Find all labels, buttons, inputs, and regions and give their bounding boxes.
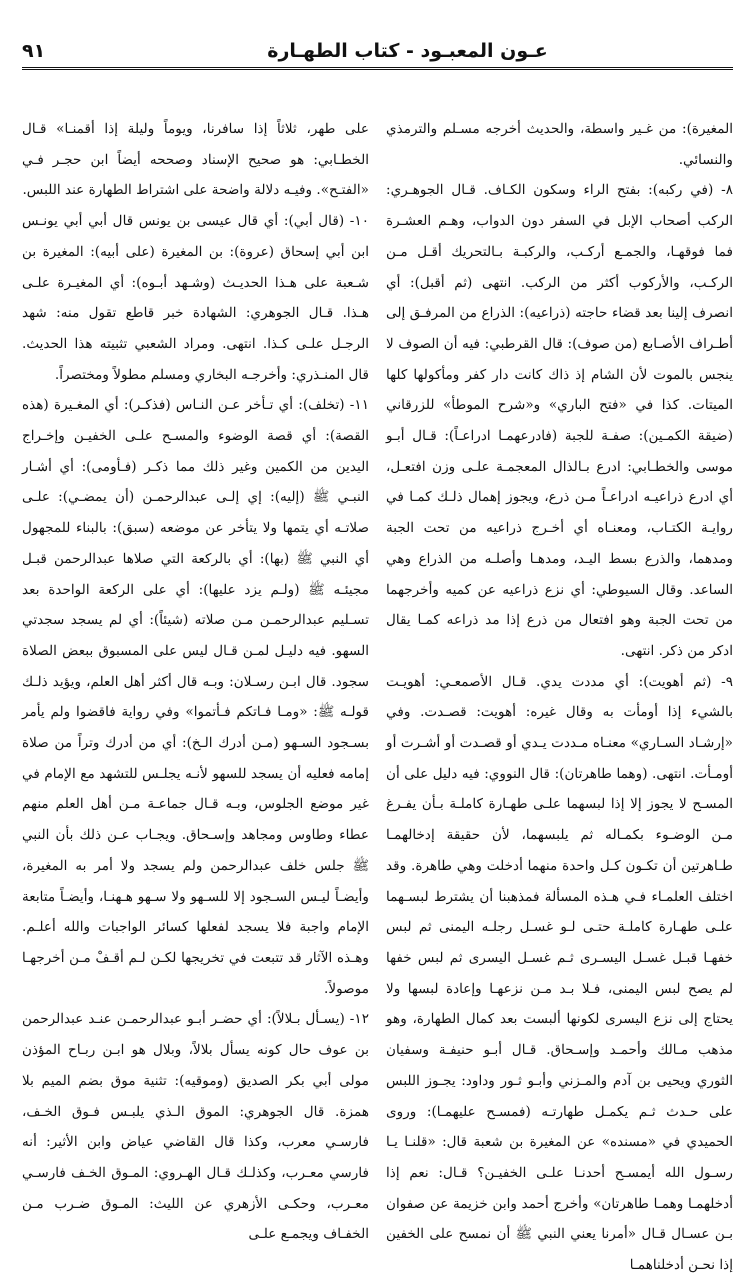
left-text-column [22, 114, 369, 1243]
paragraph: ١٠- (قال أبي): أي قال عيسى بن يونس قال أبي أبي يونـس ابن أبي إسحاق (عروة): بن المغيرة (على أبيه): المغيرة بن شـعبة على هـذا الحديـث (وشـهد أبـوه): أي المغيـرة علـى هـذا. قـال الجوهري: الشهادة خبر قاطع تقول منه: شهد الرجـل علـى كـذا. انتهى. ومراد الشعبي تثبيته هذا الحديث. قال المنـذري: وأخرجـه البخاري ومسلم مطولاً ومختصراً. [22, 213, 369, 383]
running-header [22, 30, 733, 70]
paragraph: ١٢- (يسـأل بـلالاً): أي حضـر أبـو عبدالرحمـن عنـد عبدالرحمن بن عوف حال كونه يسأل بلالاً، وبلال هو ابـن ربـاح المؤذن مولى أبي بكر الصديق (وموقيه): تثنية موق بضم الميم بلا همزة. قال الجوهري: الموق الـذي يلبـس فـوق الخـف، فارسـي معرب، وكذا قال القاضي عياض وابن الأثير: أنه فارسي معـرب، وكذلـك قـال الهـروي: المـوق الخـف فارسـي معـرب، وحكـى الأزهري عن الليث: المـوق ضـرب مـن الخفـاف ويجمـع علـى [22, 1011, 369, 1243]
paragraph: المغيرة): من غـير واسطة، والحديث أخرجه مسـلم والترمذي والنسائي. [386, 121, 733, 168]
paragraph: ٨- (في ركبه): بفتح الراء وسكون الكـاف. قـال الجوهـري: الركب أصحاب الإبل في السفر دون الدواب، وهـم العشـرة فما فوقهـا، والجمـع أركـب، والركبـة بـالتحريك أقـل مـن الركـب، والأركوب أكثر من الركب. انتهى (ثم أقبل): أي انصرف إلينا بعد قضاء حاجته (ذراعيه): الذراع من المرفـق إلى أطـراف الأصـابع (من صوف): قال القرطبي: فيه أن الصوف لا ينجس بالموت لأن الشام إذ ذاك كانت دار كفر ومأكولها كلها الميتات. كذا في «فتح الباري» و«شرح الموطأ» للزرقاني (ضيقة الكمـين): صفـة للجبة (فادرعهمـا ادراعـاً): قـال أبـو موسى والخطـابي: ادرع بـالذال المعجمـة علـى وزن افتعـل، أي ادرع ذراعيـه ادراعـاً مـن ذرع، ويجوز إهمال ذلـك كمـا في روايـة الكتـاب، ومعنـاه أي أخـرج ذراعيه من تحت الجبة ومدهما، والذرع بسط اليـد، ومدهـا وأصلـه من الذراع وهي الساعد. وقال السيوطي: أي نزع ذراعيه عن كميه وأخرجهما من تحت الجبة وهو افتعال من ذرع إذا مد ذراعه كمـا يقال ادكر من ذكر. انتهى. [386, 182, 733, 659]
running-title: عـون المعبـود - كتاب الطهـارة [267, 40, 548, 62]
paragraph: ١١- (تخلف): أي تـأخر عـن النـاس (فذكـر): أي المغـيرة (هذه القصة): أي قصة الوضوء والمسـح علـى الخفيـن وإخـراج اليدين من الكمين وغير ذلك مما ذكـر (فـأومى): أي أشـار النبـي ﷺ (إليه): إي إلـى عبدالرحمـن (أن يمضـي): علـى صلاتـه أي يتمها ولا يتأخر عن موضعه (سبق): بالبناء للمجهول أي النبي ﷺ (بها): أي بالركعة التي صلاها عبدالرحمن قبـل مجيئـه ﷺ (ولـم يزد عليها): أي على الركعة الواحدة بعد تسـليم عبدالرحمـن مـن صلاته (شيئاً): أي لم يسجد سجدتي السهو. فيه دليـل لمـن قـال ليس على المسبوق ببعض الصلاة سجود. قال ابـن رسـلان: وبـه قال أكثر أهل العلم، ويؤيد ذلـك قولـه ﷺ: «ومـا فـاتكم فـأتموا» وفي رواية فاقضوا ولم يأمر بسـجود السـهو (مـن أدرك الـخ): أي من أدرك وتراً من صلاة إمامه فعليه أن يسجد للسهو لأنـه يجلـس للتشهد مع الإمام في غير موضع الجلوس، وبـه قـال جماعـة مـن أهل العلم منهم عطاء وطاوس ومجاهد وإسـحاق. ويجـاب عـن ذلك بأن النبي ﷺ جلس خلف عبدالرحمن ولم يسجد ولا أمر به المغيرة، وأيضـاً ليـس السـجود إلا للسـهو ولا سـهو هـهنـا، وأيضـاً متابعة الإمام واجبة فلا يسجد لفعلها كسائر الواجبات والله أعلـم. وهـذه الآثار قد تتبعت في تخريجها لكـن لـم أقـفْ مـن أخرجهـا موصولاً. [22, 397, 369, 997]
header-rule [22, 67, 733, 70]
paragraph: ٩- (ثم أهويت): أي مددت يدي. قـال الأصمعـي: أهويـت بالشيء إذا أومأت به وقال غيره: أهويت: قصـدت. وفي «إرشـاد السـاري» معنـاه مـددت يـدي أو قصـدت أو أشـرت أو أومـأت. انتهى. (وهما طاهرتان): قال النووي: فيه دليل على أن المسـح لا يجوز إلا إذا لبسهما علـى طهـارة كاملـة بـأن يفـرغ مـن الوضـوء بكمـاله ثم يلبسهما، لأن حقيقة إدخالهمـا طـاهرتين أن تكـون كـل واحدة منهما أدخلت وهي طاهرة. وقد اختلف العلمـاء فـي هـذه المسألة فمذهبنا أن يشترط لبسـهما علـى طهـارة كاملـة حتـى لـو غسـل رجلـه اليمنى ثم لبس خفهـا قبـل غسـل اليسـرى ثـم غسـل اليسرى ثم لبس خفها لم يصح لبس اليمنى، فـلا بـد مـن نزعهـا وإعادة لبسها ولا يحتاج إلى نزع اليسرى لكونها ألبست بعد كمال الطهارة، وهو مذهب مـالك وأحمـد وإسـحاق. قـال أبـو حنيفـة وسفيان الثوري ويحيى بن آدم والمـزني وأبـو ثـور وداود: يجـوز اللبس على حـدث ثـم يكمـل طهارتـه (فمسـح عليهمـا): وروى الحميدي في «مسنده» عن المغيرة بن شعبة قال: «قلنـا يـا رسـول الله أيمسـح أحدنـا علـى الخفيـن؟ قـال: نعم إذا أدخلهمـا وهمـا طاهرتان» وأخرج أحمد وابن خزيمة عن صفوان بـن عسـال قـال «أمرنا يعني النبي ﷺ أن نمسح على الخفين إذا نحـن أدخلناهمـا [386, 673, 733, 1274]
page-number: ٩١ [22, 40, 46, 62]
paragraph: على طهر، ثلاثاً إذا سافرنا، ويوماً وليلة إذا أقمنـا» قـال الخطـابي: هو صحيح الإسناد وصححه أيضاً ابن حجـر فـي «الفتـح». وفيـه دلالة واضحة على اشتراط الطهارة عند اللبس. [22, 121, 369, 199]
right-text-column [386, 114, 733, 1274]
